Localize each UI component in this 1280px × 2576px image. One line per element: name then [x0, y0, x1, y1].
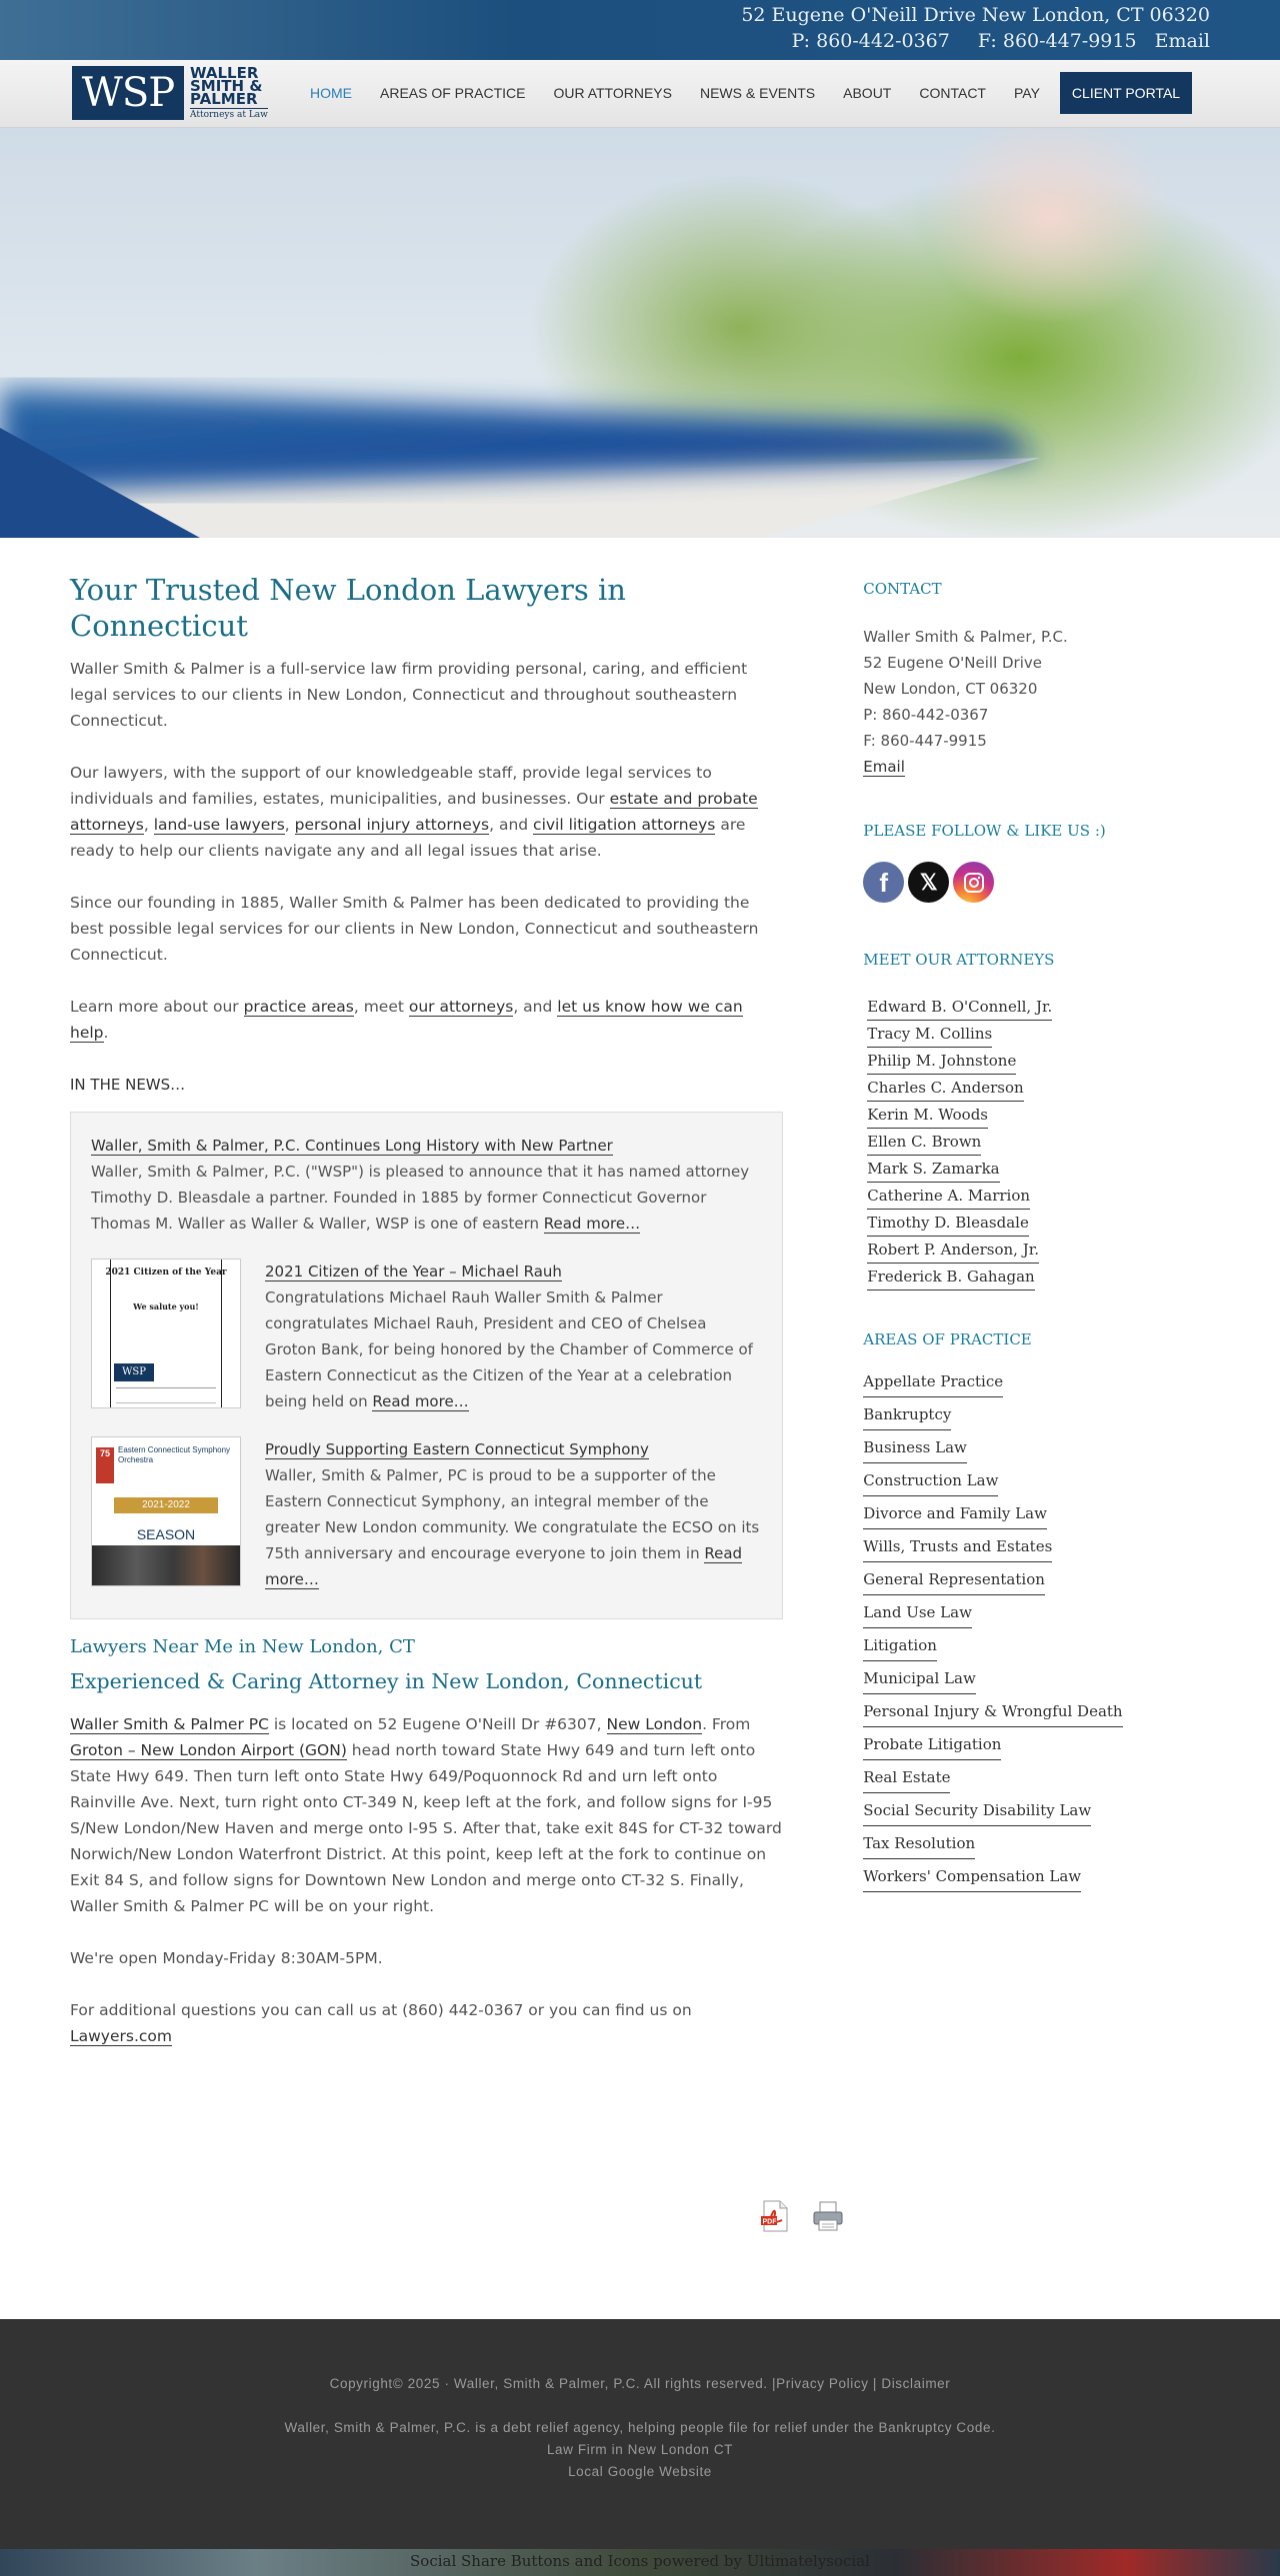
news-excerpt: Congratulations Michael Rauh Waller Smith & Palmer congratulates Michael Rauh, President and CEO of Chelsea Groton Bank, for being honored by the Chamber of Commerce of Eastern Connecticut as the Citizen of the Year at a celebration being held on	[265, 1288, 753, 1410]
contact-firm-name: Waller Smith & Palmer, P.C.	[863, 628, 1068, 646]
near-me-heading: Lawyers Near Me in New London, CT	[70, 1636, 415, 1657]
logo-line-1: WALLER	[190, 63, 259, 82]
copyright-text: Copyright© 2025 · Waller, Smith & Palmer, P.C. All rights reserved. |	[329, 2376, 777, 2391]
logo-tagline: Attorneys at Law	[190, 109, 268, 120]
nav-pay[interactable]: PAY	[1013, 85, 1040, 101]
svg-text:PDF: PDF	[762, 2218, 777, 2226]
new-london-link[interactable]: New London	[606, 1715, 703, 1733]
news-title-link[interactable]: Waller, Smith & Palmer, P.C. Continues Long History with New Partner	[91, 1137, 613, 1155]
firm-link[interactable]: Waller Smith & Palmer PC	[70, 1715, 269, 1733]
print-icon[interactable]	[812, 2200, 844, 2232]
practice-area-link[interactable]: Litigation	[863, 1630, 937, 1661]
disclaimer-link[interactable]: Disclaimer	[881, 2376, 951, 2391]
logo-line-3: PALMER	[190, 89, 258, 108]
nav-areas-of-practice[interactable]: AREAS OF PRACTICE	[380, 85, 526, 101]
contact-city: New London, CT 06320	[863, 680, 1038, 698]
thumb-badge: WSP	[114, 1363, 154, 1381]
pdf-icon[interactable]	[760, 2200, 790, 2232]
practice-area-link[interactable]: Wills, Trusts and Estates	[863, 1531, 1052, 1562]
practice-area-link[interactable]: Personal Injury & Wrongful Death	[863, 1696, 1122, 1727]
services-paragraph: Our lawyers, with the support of our knowledgeable staff, provide legal services to individuals and families, estates, municipalities, and businesses. Our estate and probate attorneys, land-use lawyers, personal injury attorneys, and civil litigation attorneys are ready to help our clients navigate any and all legal issues that arise.	[70, 764, 758, 860]
practice-area-link[interactable]: Divorce and Family Law	[863, 1498, 1047, 1529]
attorney-link[interactable]: Kerin M. Woods	[867, 1103, 988, 1129]
lawyers-com-link[interactable]: Lawyers.com	[70, 2027, 172, 2045]
read-more-link[interactable]: Read more…	[265, 1544, 743, 1588]
top-contact-bar	[0, 0, 1280, 60]
contact-help-link[interactable]: let us know how we can help	[70, 998, 743, 1042]
attorney-link[interactable]: Charles C. Anderson	[867, 1076, 1023, 1102]
practice-area-link[interactable]: Municipal Law	[863, 1663, 976, 1694]
hero-banner	[0, 128, 1280, 538]
logo-mark: WSP	[72, 66, 184, 120]
main-area	[0, 572, 1280, 2275]
thumb-orchestra-name: Eastern Connecticut Symphony Orchestra	[118, 1445, 231, 1464]
learn-more-paragraph: Learn more about our practice areas, meet our attorneys, and let us know how we can help.	[70, 998, 743, 1042]
personal-injury-link[interactable]: personal injury attorneys	[294, 816, 490, 834]
logo-wordmark	[190, 63, 268, 120]
x-icon[interactable]: 𝕏	[908, 862, 949, 903]
practice-area-link[interactable]: Workers' Compensation Law	[863, 1861, 1081, 1892]
privacy-policy-link[interactable]: Privacy Policy	[776, 2376, 869, 2391]
logo-line-2: SMITH &	[190, 76, 263, 95]
news-excerpt: Waller, Smith & Palmer, PC is proud to be a supporter of the Eastern Connecticut Symphony, an integral member of the greater New London community. We congratulate the ECSO on its 75th anniversary and encourage everyone to join them in	[265, 1466, 760, 1562]
news-title-link[interactable]: 2021 Citizen of the Year – Michael Rauh	[265, 1263, 562, 1281]
civil-litigation-link[interactable]: civil litigation attorneys	[533, 816, 716, 834]
areas-widget-title: AREAS OF PRACTICE	[863, 1330, 1032, 1348]
social-share-credit[interactable]: Social Share Buttons and Icons powered by Ultimatelysocial	[0, 2549, 1280, 2576]
news-item	[91, 1436, 762, 1592]
instagram-icon[interactable]	[953, 862, 994, 903]
site-logo[interactable]	[72, 63, 268, 120]
our-attorneys-link[interactable]: our attorneys	[408, 998, 514, 1016]
contact-email-link[interactable]: Email	[863, 758, 905, 776]
practice-area-link[interactable]: Appellate Practice	[863, 1366, 1003, 1397]
thumb-75: 75	[96, 1447, 114, 1483]
thumb-salute: We salute you!	[133, 1301, 199, 1311]
read-more-link[interactable]: Read more…	[543, 1215, 641, 1233]
symphony-thumbnail[interactable]	[91, 1436, 241, 1586]
citizen-of-year-thumbnail[interactable]	[91, 1259, 241, 1408]
airport-link[interactable]: Groton – New London Airport (GON)	[70, 1741, 347, 1759]
thumb-heading: 2021 Citizen of the Year	[105, 1268, 227, 1278]
questions-paragraph: For additional questions you can call us at (860) 442-0367 or you can find us on Lawyers.com	[70, 2001, 692, 2045]
practice-area-link[interactable]: Land Use Law	[863, 1597, 972, 1628]
practice-area-link[interactable]: General Representation	[863, 1564, 1045, 1595]
contact-phone: P: 860-442-0367	[863, 706, 989, 724]
attorney-link[interactable]: Mark S. Zamarka	[867, 1157, 999, 1183]
contact-widget	[863, 576, 1210, 780]
top-email-link[interactable]: Email	[1154, 30, 1210, 52]
site-header	[0, 60, 1280, 128]
hero-image	[0, 128, 1280, 538]
main-nav	[296, 72, 1192, 114]
news-item	[91, 1259, 762, 1414]
practice-areas-link[interactable]: practice areas	[243, 998, 354, 1016]
thumb-photo	[92, 1545, 240, 1585]
attorney-link[interactable]: Catherine A. Marrion	[867, 1184, 1030, 1210]
history-paragraph: Since our founding in 1885, Waller Smith & Palmer has been dedicated to providing the best possible legal services for our clients in New London, Connecticut and southeastern Connecticut.	[70, 894, 759, 964]
page-title: Your Trusted New London Lawyers in Connecticut	[70, 573, 626, 643]
experienced-heading: Experienced & Caring Attorney in New London, Connecticut	[70, 1669, 703, 1693]
facebook-icon[interactable]: f	[863, 862, 904, 903]
page-tools	[70, 2075, 783, 2275]
thumb-years: 2021-2022	[114, 1497, 218, 1513]
thumb-season: SEASON	[136, 1526, 196, 1542]
nav-home[interactable]: HOME	[310, 85, 352, 101]
hours-paragraph: We're open Monday-Friday 8:30AM-5PM.	[70, 1949, 383, 1967]
sidebar	[863, 572, 1210, 2275]
nav-contact[interactable]: CONTACT	[919, 85, 986, 101]
contact-fax: F: 860-447-9915	[863, 732, 987, 750]
practice-area-link[interactable]: Bankruptcy	[863, 1399, 951, 1430]
attorney-link[interactable]: Timothy D. Bleasdale	[867, 1211, 1029, 1237]
footer-copyright-line: Copyright© 2025 · Waller, Smith & Palmer, P.C. All rights reserved. |Privacy Policy | Disclaimer	[329, 2376, 951, 2391]
read-more-link[interactable]: Read more…	[372, 1392, 469, 1410]
attorney-link[interactable]: Tracy M. Collins	[867, 1022, 992, 1048]
client-portal-button[interactable]: CLIENT PORTAL	[1060, 72, 1192, 114]
news-title-link[interactable]: Proudly Supporting Eastern Connecticut Symphony	[265, 1440, 649, 1458]
google-website-link[interactable]: Local Google Website	[568, 2464, 712, 2479]
areas-widget	[863, 1326, 1210, 1892]
law-firm-link[interactable]: Law Firm in New London CT	[546, 2442, 734, 2457]
nav-about[interactable]: ABOUT	[843, 85, 892, 101]
directions-paragraph: Waller Smith & Palmer PC is located on 52 Eugene O'Neill Dr #6307, New London. From Groton – New London Airport (GON) head north toward State Hwy 649 and turn left onto State Hwy 649. Then turn left onto State Hwy 649/Poquonnock Rd and urn left onto Rainville Ave. Next, turn right onto CT-349 N, keep left at the fork, and follow signs for I-95 S/New London/New Haven and merge onto I-95 S. After that, take exit 84S for CT-32 toward Norwich/New London Waterfront District. At this point, keep left at the fork to continue on Exit 84 S, and follow signs for Downtown New London and merge onto CT-32 S. Finally, Waller Smith & Palmer PC will be on your right.	[70, 1715, 782, 1915]
practice-area-link[interactable]: Social Security Disability Law	[863, 1795, 1091, 1826]
social-icons	[863, 862, 1210, 903]
follow-widget-title: PLEASE FOLLOW & LIKE US :)	[863, 822, 1106, 840]
nav-our-attorneys[interactable]: OUR ATTORNEYS	[553, 85, 672, 101]
attorneys-widget	[863, 947, 1210, 1290]
attorneys-widget-title: MEET OUR ATTORNEYS	[863, 951, 1055, 969]
debt-relief-notice: Waller, Smith & Palmer, P.C. is a debt relief agency, helping people file for relief under the Bankruptcy Code.	[284, 2420, 996, 2435]
attorneys-list	[863, 995, 1210, 1290]
practice-area-link[interactable]: Construction Law	[863, 1465, 998, 1496]
intro-paragraph: Waller Smith & Palmer is a full-service law firm providing personal, caring, and efficient legal services to our clients in New London, Connecticut and throughout southeastern Connecticut.	[70, 660, 748, 730]
practice-area-link[interactable]: Tax Resolution	[863, 1828, 975, 1859]
contact-widget-title: CONTACT	[863, 580, 942, 598]
top-fax: F: 860-447-9915	[977, 30, 1137, 52]
practice-area-link[interactable]: Business Law	[863, 1432, 967, 1463]
land-use-link[interactable]: land-use lawyers	[153, 816, 285, 834]
news-excerpt: Waller, Smith & Palmer, P.C. ("WSP") is pleased to announce that it has named attorney Timothy D. Bleasdale a partner. Founded in 1885 by former Connecticut Governor Thomas M. Waller as Waller & Waller, WSP is one of eastern	[91, 1163, 750, 1233]
attorney-link[interactable]: Ellen C. Brown	[867, 1130, 981, 1156]
practice-area-link[interactable]: Probate Litigation	[863, 1729, 1001, 1760]
attorney-link[interactable]: Philip M. Johnstone	[867, 1049, 1016, 1075]
attorney-link[interactable]: Frederick B. Gahagan	[867, 1265, 1034, 1290]
site-footer	[0, 2319, 1280, 2549]
top-phone[interactable]: P: 860-442-0367	[791, 30, 950, 52]
news-box	[70, 1112, 783, 1619]
areas-list	[863, 1366, 1210, 1892]
attorney-link[interactable]: Robert P. Anderson, Jr.	[867, 1238, 1039, 1264]
in-the-news-heading: IN THE NEWS…	[70, 1076, 186, 1094]
follow-widget	[863, 818, 1210, 903]
nav-news-events[interactable]: NEWS & EVENTS	[699, 85, 816, 101]
content-column	[70, 572, 783, 2275]
attorney-link[interactable]: Edward B. O'Connell, Jr.	[867, 995, 1052, 1021]
top-address: 52 Eugene O'Neill Drive New London, CT 06320	[741, 4, 1210, 26]
contact-street: 52 Eugene O'Neill Drive	[863, 654, 1042, 672]
estate-probate-link[interactable]: estate and probate attorneys	[70, 790, 758, 834]
news-item	[91, 1133, 762, 1237]
practice-area-link[interactable]: Real Estate	[863, 1762, 950, 1793]
